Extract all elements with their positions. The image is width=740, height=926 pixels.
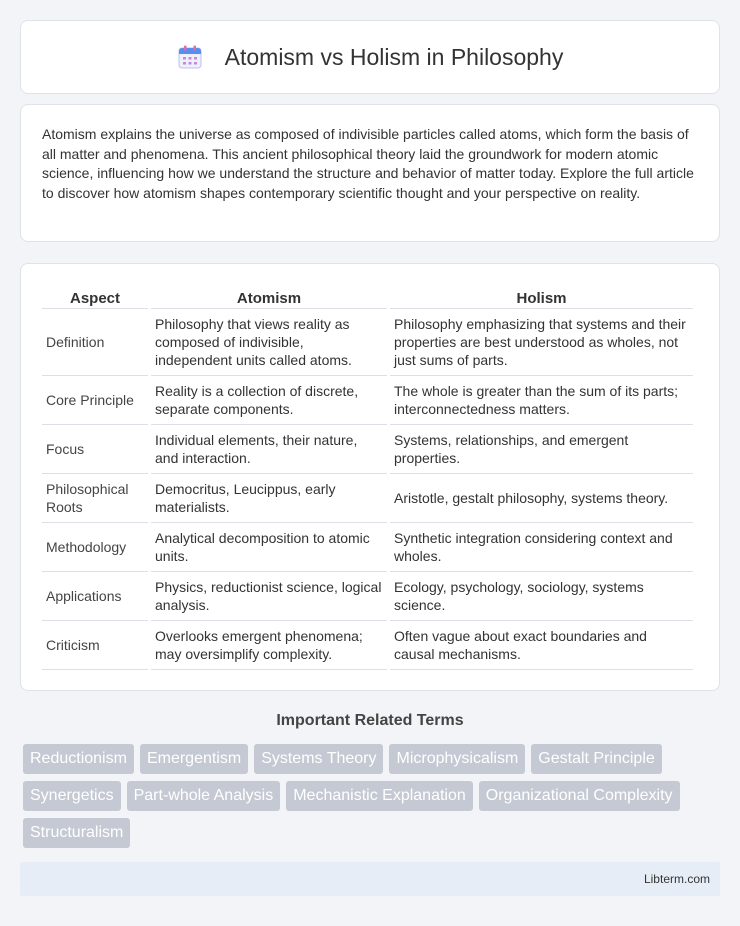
row-holism: Synthetic integration considering context and wholes. — [390, 523, 693, 572]
header-card — [20, 20, 720, 94]
header-aspect: Aspect — [42, 284, 148, 309]
comparison-table — [39, 284, 696, 670]
table-row — [42, 376, 693, 425]
row-aspect: Core Principle — [42, 376, 148, 425]
related-term-tag[interactable]: Synergetics — [23, 781, 121, 811]
related-term-tag[interactable]: Structuralism — [23, 818, 130, 848]
row-holism: Often vague about exact boundaries and causal mechanisms. — [390, 621, 693, 670]
row-aspect: Methodology — [42, 523, 148, 572]
row-holism: Aristotle, gestalt philosophy, systems theory. — [390, 474, 693, 523]
table-row — [42, 572, 693, 621]
related-term-tag[interactable]: Part-whole Analysis — [127, 781, 281, 811]
row-aspect: Focus — [42, 425, 148, 474]
table-header-row — [42, 284, 693, 309]
related-terms-title: Important Related Terms — [276, 712, 464, 729]
table-row — [42, 474, 693, 523]
calendar-icon — [177, 44, 203, 70]
table-row — [42, 621, 693, 670]
row-atomism: Physics, reductionist science, logical analysis. — [151, 572, 387, 621]
row-holism: Ecology, psychology, sociology, systems science. — [390, 572, 693, 621]
row-atomism: Reality is a collection of discrete, separate components. — [151, 376, 387, 425]
table-row — [42, 309, 693, 376]
comparison-table-card — [20, 263, 720, 691]
header-atomism: Atomism — [151, 284, 387, 309]
footer-site-link[interactable]: Libterm.com — [643, 872, 710, 886]
related-term-tag[interactable]: Emergentism — [140, 744, 248, 774]
intro-text: Atomism explains the universe as composed of indivisible particles called atoms, which form the basis of all matter and phenomena. This ancient philosophical theory laid the groundwork for modern atomic science, influencing how we understand the structure and behavior of matter today. Explore the full article to discover how atomism shapes contemporary scientific thought and your perspective on reality. — [42, 126, 694, 201]
row-aspect: Philosophical Roots — [42, 474, 148, 523]
row-atomism: Philosophy that views reality as composed of indivisible, independent units called atoms. — [151, 309, 387, 376]
row-atomism: Analytical decomposition to atomic units. — [151, 523, 387, 572]
row-holism: Philosophy emphasizing that systems and their properties are best understood as wholes, not just sums of parts. — [390, 309, 693, 376]
table-row — [42, 425, 693, 474]
row-aspect: Applications — [42, 572, 148, 621]
related-term-tag[interactable]: Systems Theory — [254, 744, 383, 774]
row-atomism: Individual elements, their nature, and interaction. — [151, 425, 387, 474]
page-title: Atomism vs Holism in Philosophy — [224, 43, 564, 70]
related-term-tag[interactable]: Microphysicalism — [389, 744, 525, 774]
header-holism: Holism — [390, 284, 693, 309]
table-row — [42, 523, 693, 572]
row-holism: Systems, relationships, and emergent properties. — [390, 425, 693, 474]
row-aspect: Definition — [42, 309, 148, 376]
related-term-tag[interactable]: Mechanistic Explanation — [286, 781, 473, 811]
row-aspect: Criticism — [42, 621, 148, 670]
footer — [20, 862, 720, 896]
related-term-tag[interactable]: Gestalt Principle — [531, 744, 662, 774]
related-terms-list — [23, 744, 703, 848]
intro-card — [20, 104, 720, 242]
related-term-tag[interactable]: Reductionism — [23, 744, 134, 774]
row-holism: The whole is greater than the sum of its parts; interconnectedness matters. — [390, 376, 693, 425]
row-atomism: Overlooks emergent phenomena; may oversimplify complexity. — [151, 621, 387, 670]
related-term-tag[interactable]: Organizational Complexity — [479, 781, 680, 811]
row-atomism: Democritus, Leucippus, early materialists. — [151, 474, 387, 523]
